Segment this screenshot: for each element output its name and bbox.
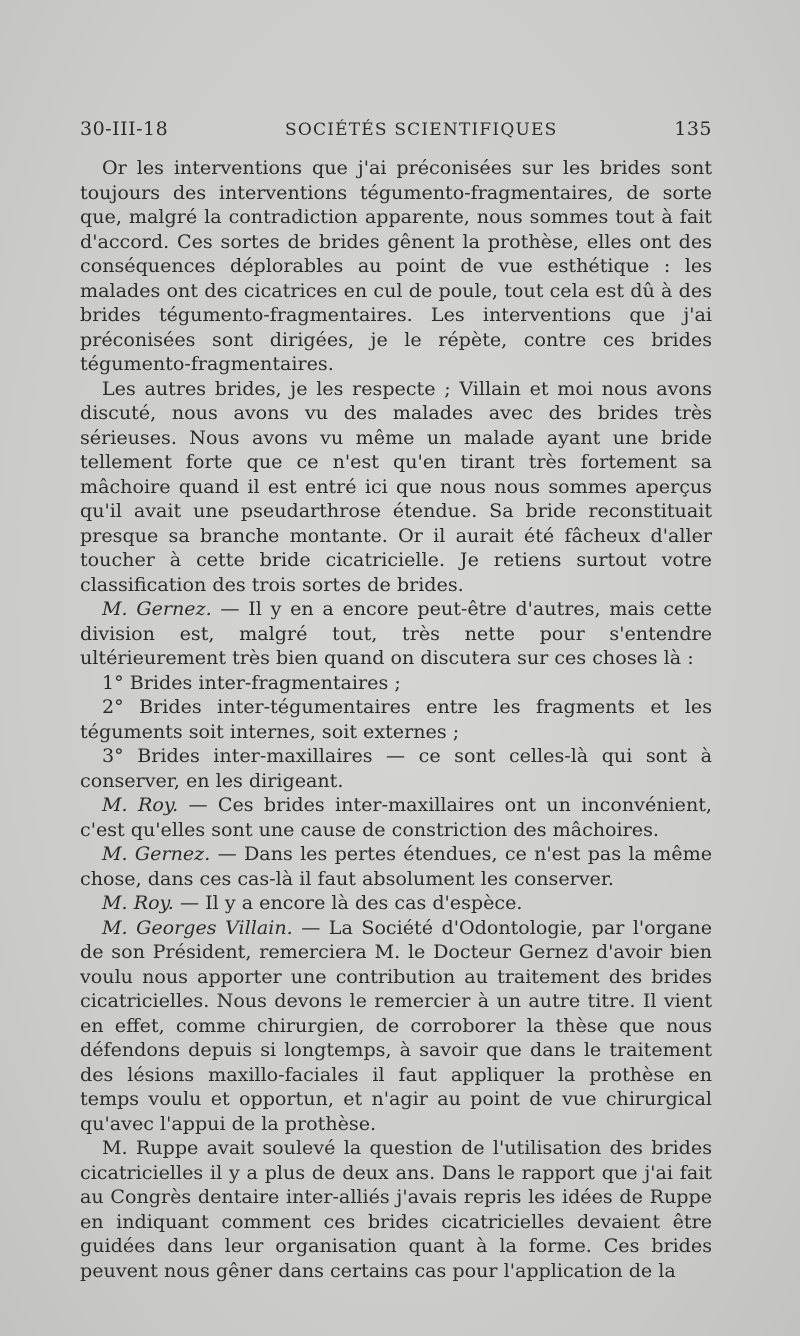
- paragraph: M. Georges Villain. — La Société d'Odontologie, par l'organe de son Président, remerciera M. le Docteur Gernez d'avoir bien voulu nous apporter une contribution au traitement des brides cicatricielles. Nous devons le remercier à un autre titre. Il vient en effet, comme chirurgien, de corroborer la thèse que nous défendons depuis si longtemps, à savoir que dans le traitement des lésions maxillo-faciales il faut appliquer la prothèse en temps voulu et opportun, et n'agir au point de vue chirurgical qu'avec l'appui de la prothèse.: [80, 915, 712, 1135]
- speaker-name: M. Gernez.: [102, 597, 212, 620]
- running-header: [80, 118, 712, 140]
- paragraph: M. Roy. — Il y a encore là des cas d'espèce.: [102, 891, 523, 914]
- speaker-name: M. Georges Villain.: [102, 915, 293, 939]
- speaker-name: M. Gernez.: [102, 842, 211, 865]
- paragraph: M. Gernez. — Il y en a encore peut-être d'autres, mais cette division est, malgré tout, très nette pour s'entendre ultérieurement très bien quand on discutera sur ces choses là :: [80, 597, 712, 669]
- list-item: 2° Brides inter-tégumentaires entre les fragments et les téguments soit internes, soit externes ;: [80, 695, 712, 743]
- list-item: 3° Brides inter-maxillaires — ce sont celles-là qui sont à conserver, en les dirigeant.: [80, 744, 712, 792]
- paragraph: M. Ruppe avait soulevé la question de l'utilisation des brides cicatricielles il y a plus de deux ans. Dans le rapport que j'ai fait au Congrès dentaire inter-alliés j'avais repris les idées de Ruppe en indiquant comment ces brides cicatricielles devaient être guidées dans leur organisation quant à la forme. Ces brides peuvent nous gêner dans certains cas pour l'application de la: [80, 1136, 712, 1282]
- paragraph: Or les interventions que j'ai préconisées sur les brides sont toujours des interventions tégumento-fragmentaires, de sorte que, malgré la contradiction apparente, nous sommes tout à fait d'accord. Ces sortes de brides gênent la prothèse, elles ont des conséquences déplorables au point de vue esthétique : les malades ont des cicatrices en cul de poule, tout cela est dû à des brides tégumento-fragmentaires. Les interventions que j'ai préconisées sont dirigées, je le répète, contre ces brides tégumento-fragmentaires.: [80, 156, 712, 375]
- paragraph: Les autres brides, je les respecte ; Villain et moi nous avons discuté, nous avons vu des malades avec des brides très sérieuses. Nous avons vu même un malade ayant une bride tellement forte que ce n'est qu'en tirant très fortement sa mâchoire quand il est entré ici que nous nous sommes aperçus qu'il avait une pseudarthrose étendue. Sa bride reconstituait presque sa branche montante. Or il aurait été fâcheux d'aller toucher à cette bride cicatricielle. Je retiens surtout votre classification des trois sortes de brides.: [80, 376, 712, 596]
- header-date: 30-III-18: [80, 118, 169, 140]
- body-text: [80, 156, 712, 1283]
- paragraph: M. Roy. — Ces brides inter-maxillaires ont un inconvénient, c'est qu'elles sont une cause de constriction des mâchoires.: [80, 793, 712, 841]
- paragraph: M. Gernez. — Dans les pertes étendues, ce n'est pas la même chose, dans ces cas-là il faut absolument les conserver.: [80, 842, 712, 890]
- speaker-name: M. Roy.: [102, 891, 174, 914]
- speaker-name: M. Roy.: [102, 793, 179, 816]
- page-number: 135: [674, 118, 712, 140]
- header-title: SOCIÉTÉS SCIENTIFIQUES: [285, 120, 558, 140]
- list-item: 1° Brides inter-fragmentaires ;: [102, 670, 401, 694]
